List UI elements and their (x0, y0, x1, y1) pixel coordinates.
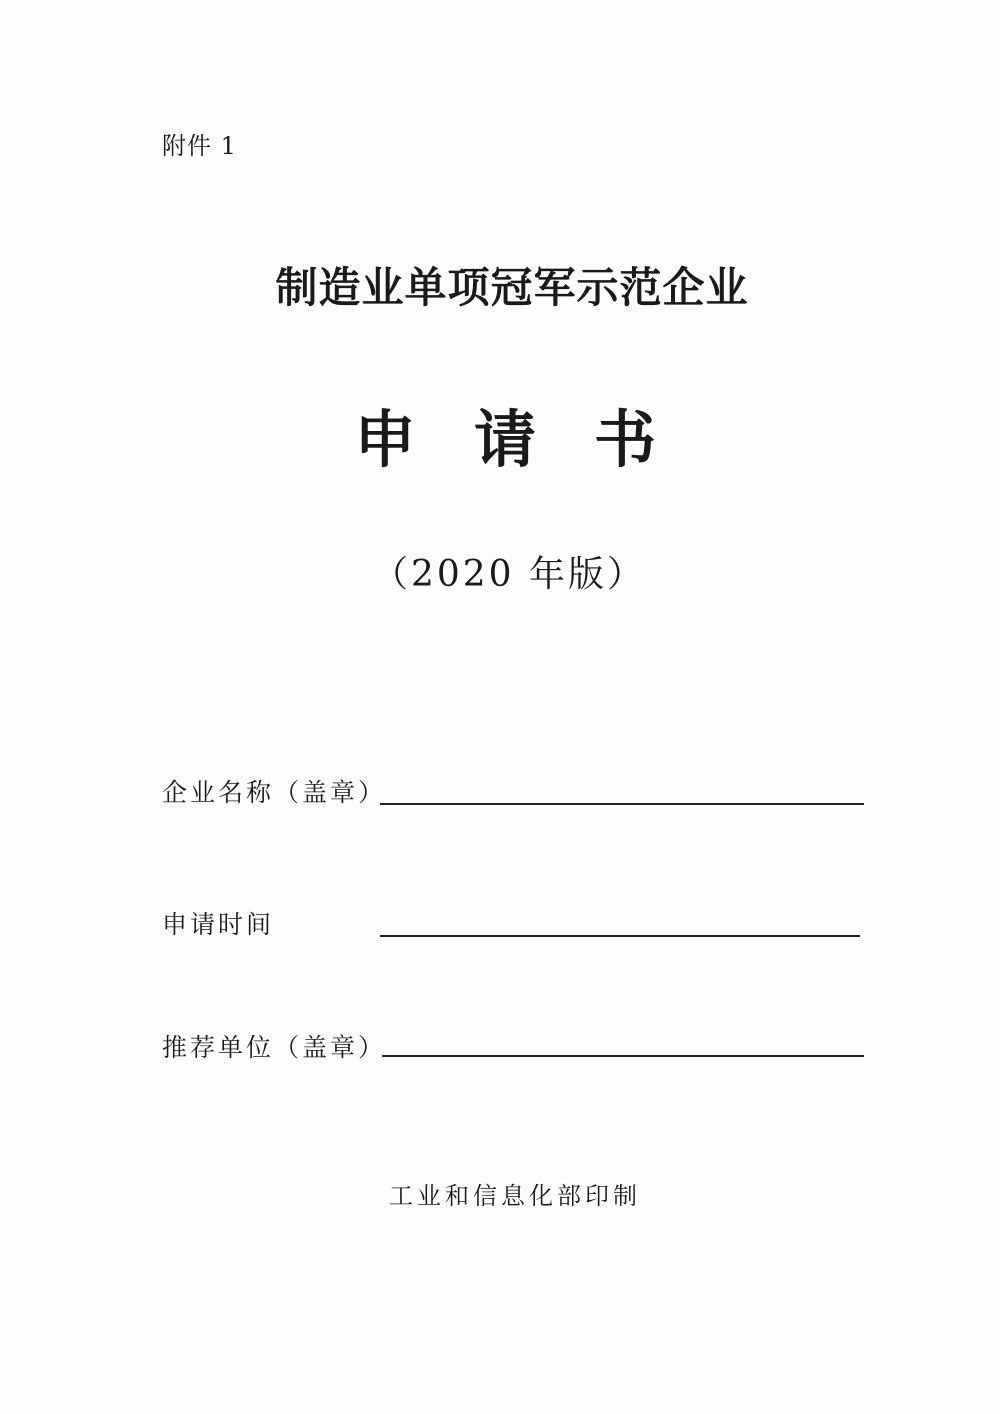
attachment-label: 附件 1 (162, 132, 237, 160)
document-title: 制造业单项冠军示范企业 (275, 263, 749, 312)
issuer-footer: 工业和信息化部印制 (389, 1182, 641, 1210)
company-name-blank-line (380, 803, 864, 805)
document-subtitle: 申请书 (353, 403, 714, 476)
recommending-unit-label: 推荐单位（盖章） (162, 1033, 387, 1062)
application-date-blank-line (380, 935, 860, 937)
edition-label: （2020 年版） (371, 554, 647, 595)
company-name-label: 企业名称（盖章） (162, 778, 387, 807)
recommending-unit-blank-line (382, 1055, 864, 1057)
application-date-label: 申请时间 (162, 910, 275, 939)
